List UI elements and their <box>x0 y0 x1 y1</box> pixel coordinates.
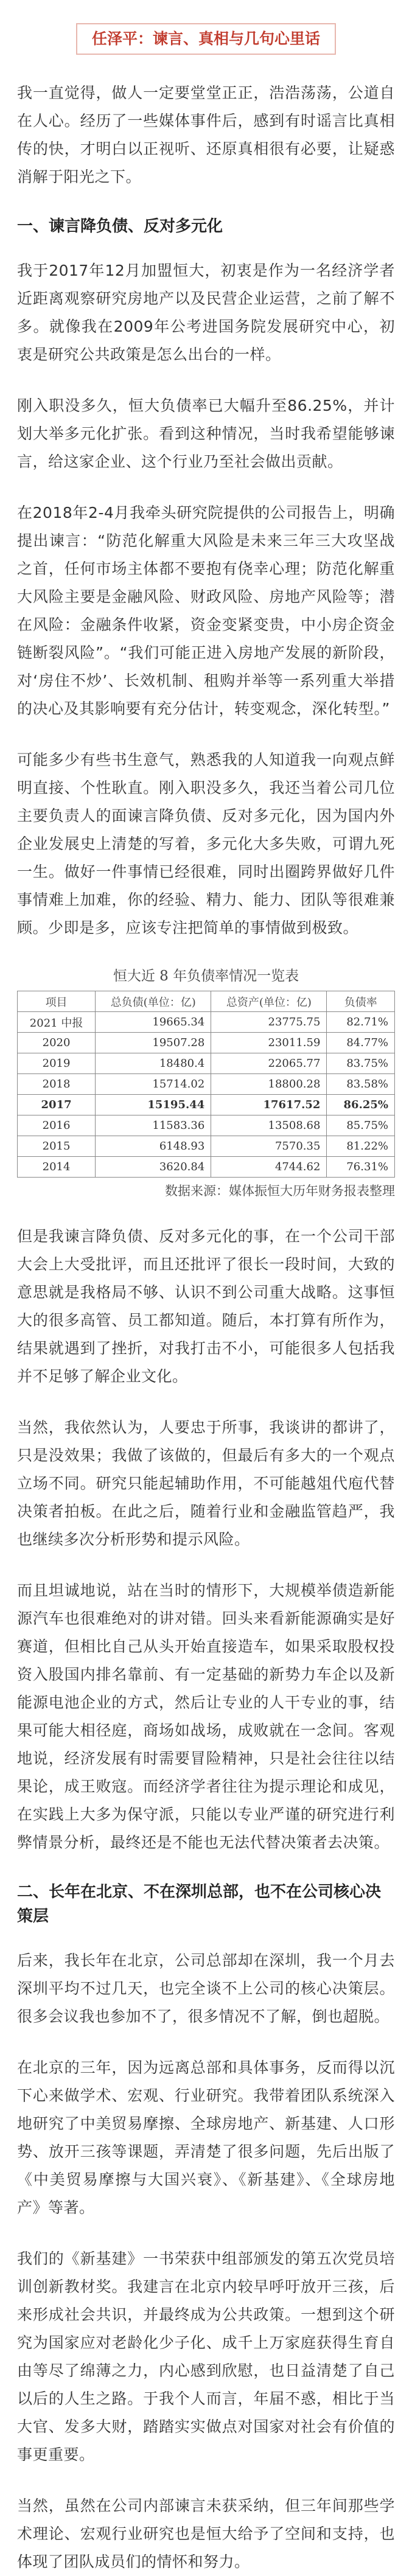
table-cell-assets: 23775.75 <box>211 1012 327 1033</box>
table-cell-assets: 18800.28 <box>211 1074 327 1095</box>
table-cell-assets: 17617.52 <box>211 1095 327 1115</box>
table-title: 恒大近 8 年负债率情况一览表 <box>113 968 299 984</box>
table-cell-year: 2021 中报 <box>18 1012 96 1033</box>
paragraph: 我们的《新基建》一书荣获中组部颁发的第五次党员培训创新教材奖。我建言在北京内较早呼吁放开三孩，后来形成社会共识，并最终成为公共政策。一想到这个研究为国家应对老龄化少子化、成千上万家庭获得生育自由等尽了绵薄之力，内心感到欣慰，也日益清楚了自己以后的人生之路。于我个人而言，年届不惑，相比于当大官、发多大财，踏踏实实做点对国家对社会有价值的事更重要。 <box>17 2250 395 2463</box>
table-cell-debt: 3620.84 <box>96 1157 211 1178</box>
paragraph: 我于2017年12月加盟恒大，初衷是作为一名经济学者近距离观察研究房地产以及民营企业运营，之前了解不多。就像我在2009年公考进国务院发展研究中心，初衷是研究公共政策是怎么出台的一样。 <box>17 262 395 363</box>
table-row <box>18 1012 395 1033</box>
table-cell-assets: 13508.68 <box>211 1115 327 1136</box>
table-header: 负债率 <box>327 991 395 1012</box>
article-title: 任泽平：谏言、真相与几句心里话 <box>76 23 336 55</box>
paragraph: 刚入职没多久，恒大负债率已大幅升至86.25%，并计划大举多元化扩张。看到这种情况，当时我希望能够谏言，给这家企业、这个行业乃至社会做出贡献。 <box>17 397 395 470</box>
table-cell-debt: 11583.36 <box>96 1115 211 1136</box>
paragraph: 而且坦诚地说，站在当时的情形下，大规模举债造新能源汽车也很难绝对的讲对错。回头来看新能源确实是好赛道，但相比自己从头开始直接造车，如果采取股权投资入股国内排名靠前、有一定基础的新势力车企以及新能源电池企业的方式，然后让专业的人干专业的事，结果可能大相径庭，商场如战场，成败就在一念间。客观地说，经济发展有时需要冒险精神，只是社会往往以结果论，成王败寇。而经济学者往往为提示理论和成见，在实践上大多为保守派，只能以专业严谨的研究进行利弊情景分析，最终还是不能也无法代替决策者去决策。 <box>17 1582 395 1851</box>
table-row <box>18 1033 395 1053</box>
table-cell-year: 2016 <box>18 1115 96 1136</box>
intro-paragraph: 我一直觉得，做人一定要堂堂正正，浩浩荡荡，公道自在人心。经历了一些媒体事件后，感到有时谣言比真相传的快，才明白以正视听、还原真相很有必要，让疑惑消解于阳光之下。 <box>17 84 395 186</box>
table-row <box>18 1074 395 1095</box>
table-cell-assets: 4744.62 <box>211 1157 327 1178</box>
paragraph: 在2018年2-4月我牵头研究院提供的公司报告上，明确提出谏言：“防范化解重大风险是未来三年三大攻坚战之首，任何市场主体都不要抱有侥幸心理；防范化解重大风险主要是金融风险、财政风险、房地产风险等；潜在风险：金融条件收紧，资金变紧变贵，中小房企资金链断裂风险”。“我们可能正进入房地产发展的新阶段，对‘房住不炒’、长效机制、租购并举等一系列重大举措的决心及其影响要有充分估计，转变观念，深化转型。” <box>17 504 395 717</box>
table-cell-debt: 6148.93 <box>96 1136 211 1157</box>
section-heading-1: 一、谏言降负债、反对多元化 <box>17 217 223 236</box>
paragraph: 当然，虽然在公司内部谏言未获采纳，但三年间那些学术理论、宏观行业研究也是恒大给予了空间和支持，也体现了团队成员们的情怀和努力。 <box>17 2497 395 2571</box>
table-row <box>18 1136 395 1157</box>
table-cell-ratio: 76.31% <box>327 1157 395 1178</box>
table-header: 总负债(单位：亿) <box>96 991 211 1012</box>
table-header-row <box>18 991 395 1012</box>
debt-ratio-table <box>17 991 395 1178</box>
table-cell-year: 2015 <box>18 1136 96 1157</box>
table-row <box>18 1157 395 1178</box>
debt-ratio-table-figure <box>17 965 395 1199</box>
table-row <box>18 1053 395 1074</box>
table-cell-ratio: 84.77% <box>327 1033 395 1053</box>
table-source: 数据来源：媒体振恒大历年财务报表整理 <box>165 1184 395 1198</box>
title-box <box>17 0 395 55</box>
paragraph: 后来，我长年在北京，公司总部却在深圳，我一个月去深圳平均不过几天，也完全谈不上公司的核心决策层。很多会议我也参加不了，很多情况不了解，倒也超脱。 <box>17 1952 395 2025</box>
table-cell-debt: 18480.4 <box>96 1053 211 1074</box>
table-cell-ratio: 86.25% <box>327 1095 395 1115</box>
table-cell-ratio: 85.75% <box>327 1115 395 1136</box>
table-row-highlight <box>18 1095 395 1115</box>
table-cell-year: 2020 <box>18 1033 96 1053</box>
table-cell-debt: 19507.28 <box>96 1033 211 1053</box>
table-cell-debt: 15195.44 <box>96 1095 211 1115</box>
table-cell-ratio: 83.58% <box>327 1074 395 1095</box>
section-heading-2: 二、长年在北京、不在深圳总部，也不在公司核心决策层 <box>17 1883 382 1925</box>
paragraph: 但是我谏言降负债、反对多元化的事，在一个公司干部大会上大受批评，而且还批评了很长一段时间，大致的意思就是我格局不够、认识不到公司重大战略。这事恒大的很多高管、员工都知道。随后，本打算有所作为，结果就遇到了挫折，对我打击不小，可能很多人包括我并不足够了解企业文化。 <box>17 1227 395 1385</box>
table-cell-assets: 22065.77 <box>211 1053 327 1074</box>
table-cell-ratio: 82.71% <box>327 1012 395 1033</box>
table-cell-year: 2014 <box>18 1157 96 1178</box>
paragraph: 当然，我依然认为，人要忠于所事，我谈讲的都讲了，只是没效果；我做了该做的，但最后有多大的一个观点立场不同。研究只能起辅助作用，不可能越俎代庖代替决策者拍板。在此之后，随着行业和金融监管趋严，我也继续多次分析形势和提示风险。 <box>17 1419 395 1548</box>
table-cell-debt: 19665.34 <box>96 1012 211 1033</box>
table-row <box>18 1115 395 1136</box>
table-cell-debt: 15714.02 <box>96 1074 211 1095</box>
table-cell-year: 2017 <box>18 1095 96 1115</box>
table-cell-assets: 7570.35 <box>211 1136 327 1157</box>
table-cell-ratio: 83.75% <box>327 1053 395 1074</box>
paragraph: 在北京的三年，因为远离总部和具体事务，反而得以沉下心来做学术、宏观、行业研究。我带着团队系统深入地研究了中美贸易摩擦、全球房地产、新基建、人口形势、放开三孩等课题，弄清楚了很多问题，先后出版了《中美贸易摩擦与大国兴衰》、《新基建》、《全球房地产》等著。 <box>17 2059 395 2216</box>
table-header: 项目 <box>18 991 96 1012</box>
paragraph: 可能多少有些书生意气，熟悉我的人知道我一向观点鲜明直接、个性耿直。刚入职没多久，我还当着公司几位主要负责人的面谏言降负债、反对多元化，因为国内外企业发展史上清楚的写着，多元化大多失败，可谓九死一生。做好一件事情已经很难，同时出圈跨界做好几件事情难上加难，你的经验、精力、能力、团队等很难兼顾。少即是多，应该专注把简单的事情做到极致。 <box>17 751 395 937</box>
table-cell-assets: 23011.59 <box>211 1033 327 1053</box>
table-header: 总资产(单位：亿) <box>211 991 327 1012</box>
table-cell-year: 2018 <box>18 1074 96 1095</box>
table-cell-year: 2019 <box>18 1053 96 1074</box>
table-cell-ratio: 81.22% <box>327 1136 395 1157</box>
